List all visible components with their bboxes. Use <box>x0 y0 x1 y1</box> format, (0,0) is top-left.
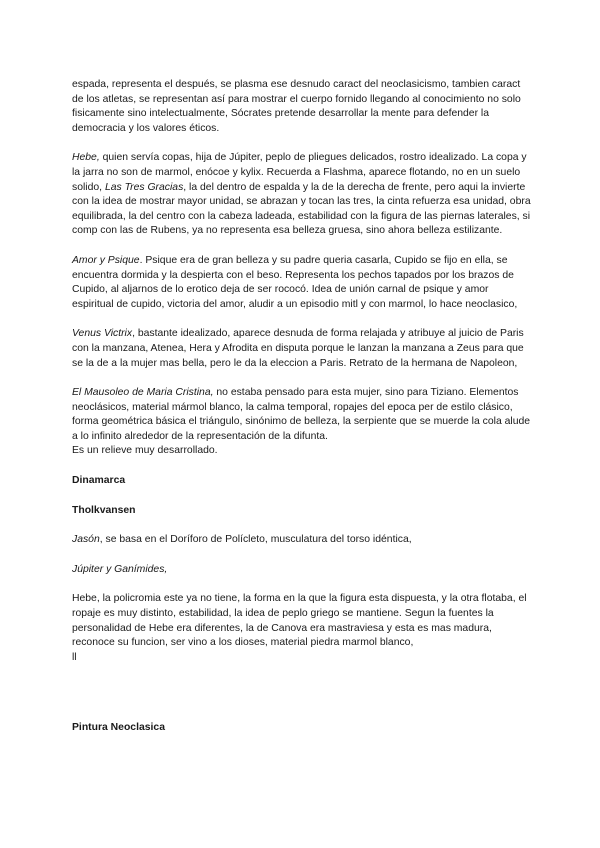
paragraph-socrates: espada, representa el después, se plasma ese desnudo caract del neoclasicismo, tambien caract de los atletas, se representan así para mostrar el cuerpo fornido llegando al conocimiento no solo fisicamente sino intelectualmente, Sócrates pretende desarrollar la mente para defender la democracia y los valores éticos. <box>72 79 521 134</box>
paragraph-jupiter <box>72 563 532 578</box>
paragraph-mausoleo <box>72 386 532 444</box>
mausoleo-line2: Es un relieve muy desarrollado. <box>72 445 218 457</box>
paragraph-amor-psique <box>72 254 532 312</box>
heading-dinamarca: Dinamarca <box>72 475 126 487</box>
jason-text: , se basa en el Doríforo de Polícleto, musculatura del torso idéntica, <box>99 534 412 546</box>
heading-pintura-neoclasica: Pintura Neoclasica <box>72 722 165 734</box>
work-title-jupiter: Júpiter y Ganímides, <box>72 563 168 575</box>
hebe-text-c: , la del dentro de espalda y la de la derecha de frente, pero aqui la invierte con la idea de mostrar mayor unidad, se abrazan y tocan las tres, la cinta refuerza esa unidad, obra equilibrada, la del centro con la cabeza ladeada, estabilidad con la figura de las piernas laterales, si comp con las de Rubens, ya no representa esa belleza gruesa, sino ahora belleza estilizante. <box>72 181 531 237</box>
paragraph-hebe <box>72 151 532 239</box>
venus-text: , bastante idealizado, aparece desnuda de forma relajada y atribuye al juicio de Paris con la manzana, Atenea, Hera y Afrodita en disputa porque le lanzan la manzana a Zeus para que se la de a la mujer mas bella, pero le da la eleccion a Paris. Retrato de la hermana de Napoleon, <box>72 328 524 369</box>
stray-mark: ll <box>72 651 77 663</box>
work-title-amor-psique: Amor y Psique <box>72 254 140 266</box>
paragraph-jason <box>72 533 532 548</box>
paragraph-hebe-thorvaldsen: Hebe, la policromia este ya no tiene, la forma en la que la figura esta dispuesta, y la otra flotaba, el ropaje es muy distinto, estabilidad, la idea de peplo griego se mantiene. Segun la fuentes la personalidad de Hebe era diferentes, la de Canova era mastraviesa y esta es mas madura, reconoce su funcion, ser vino a los dioses, material piedra marmol blanco, <box>72 593 527 649</box>
mausoleo-text: no estaba pensado para esta mujer, sino para Tiziano. Elementos neoclásicos, material mármol blanco, la calma temporal, ropajes del epoca per de estilo clásico, forma geométrica básica el triángulo, sinónimo de belleza, la serpiente que se muerde la cola alude a lo infinito alrededor de la representación de la difunta. <box>72 387 531 442</box>
hebe-text-a: quien servía copas, hija de Júpiter, peplo de pliegues delicados, rostro idealizado. La copa y la jarra no son de marmol, enócoe y kylix. Recuerda a Flashma, aparece flotando, no en un suelo solido, <box>72 152 527 193</box>
work-title-mausoleo: El Mausoleo de Maria Cristina, <box>72 387 214 399</box>
paragraph-venus <box>72 327 532 371</box>
work-title-jason: Jasón <box>72 534 100 546</box>
work-title-hebe: Hebe, <box>72 152 100 164</box>
work-title-tres-gracias: Las Tres Gracias <box>104 181 184 193</box>
amor-text: . Psique era de gran belleza y su padre queria casarla, Cupido se fijo en ella, se encuentra dormida y la despierta con el beso. Representa los pechos tapados por los brazos de Cupido, al aljarnos de lo erotico deja de ser rococó. Idea de unión carnal de psique y amor espiritual de cupido, victoria del amor, aludir a un episodio mitl y con marmol, lo hace neoclasico, <box>72 254 518 310</box>
heading-tholkvansen: Tholkvansen <box>72 504 136 516</box>
work-title-venus: Venus Victrix <box>72 328 133 340</box>
document-page <box>72 78 532 736</box>
